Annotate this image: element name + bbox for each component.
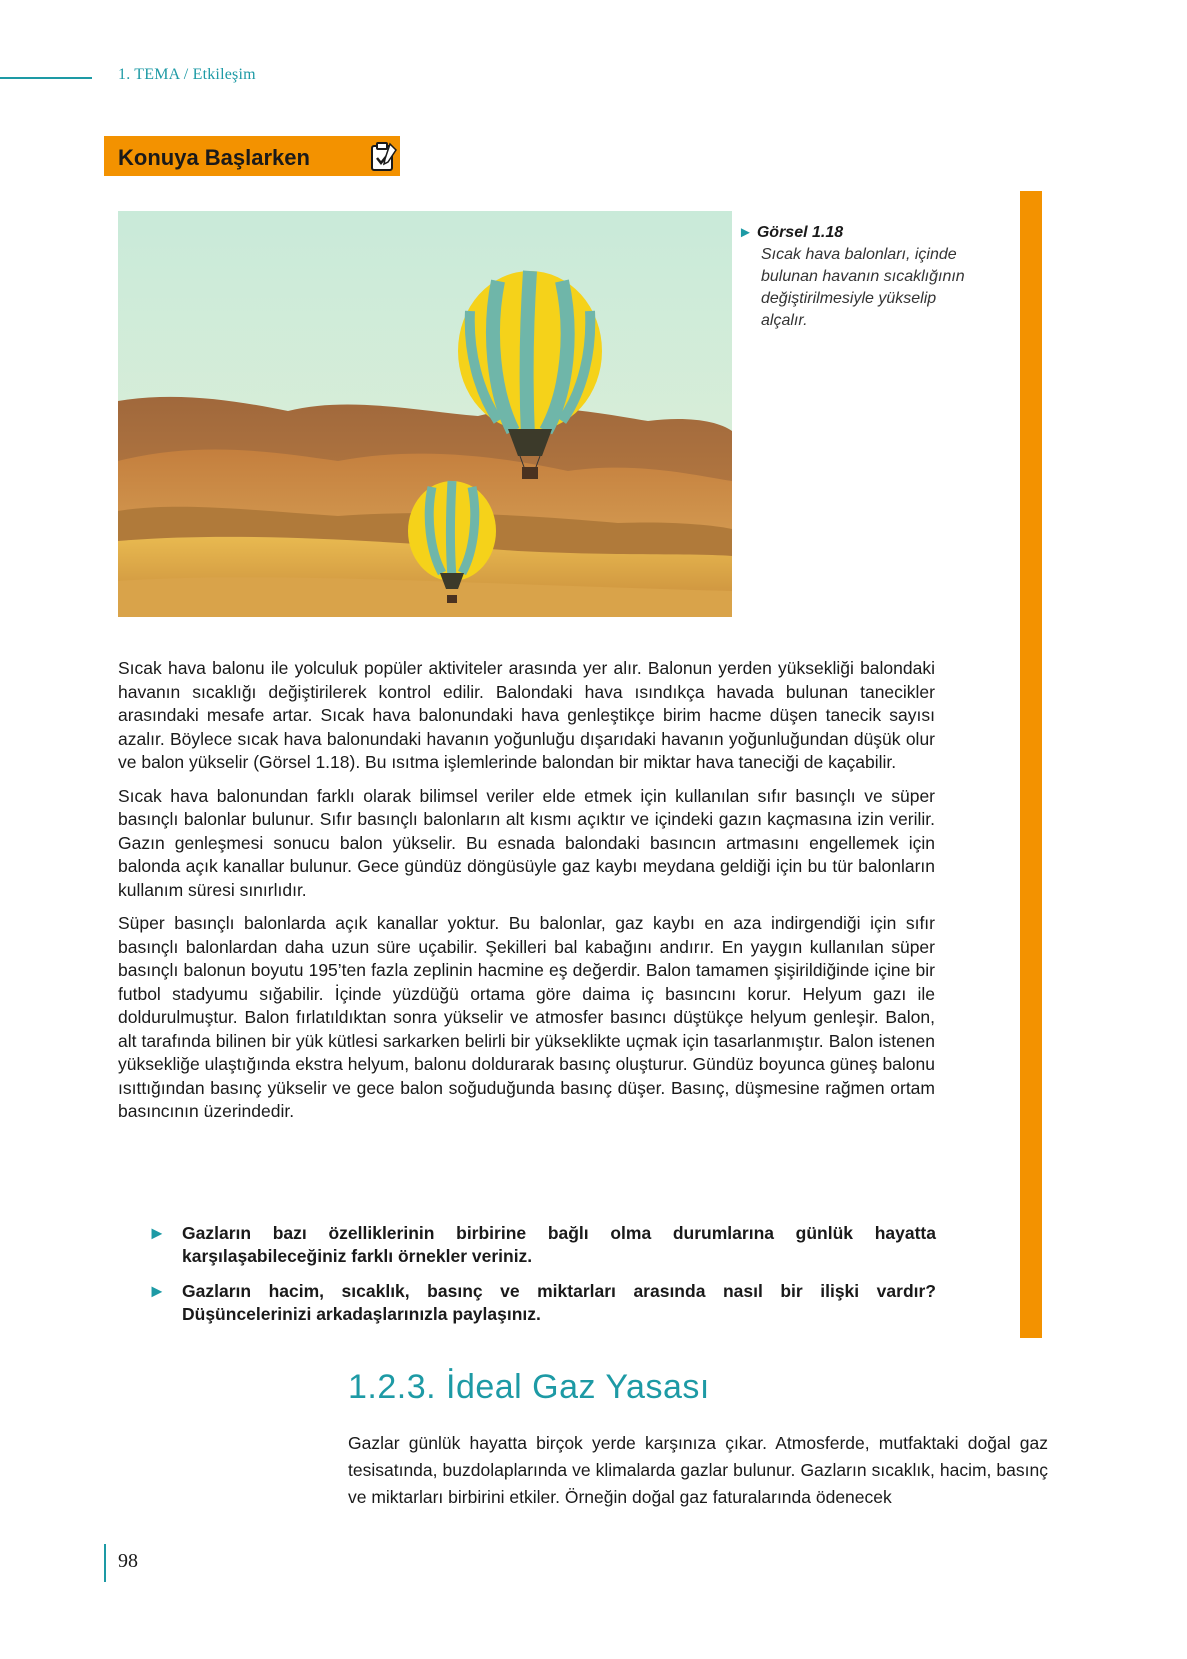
- clipboard-check-icon: [368, 140, 398, 172]
- banner-title: Konuya Başlarken: [118, 145, 310, 170]
- bullet-arrow-icon: ►: [148, 1281, 166, 1301]
- body-text: [118, 657, 935, 1134]
- chapter-header: 1. TEMA / Etkileşim: [118, 66, 256, 83]
- page-number-rule: [104, 1544, 106, 1582]
- question-item: [148, 1280, 936, 1326]
- header-rule: [0, 77, 92, 79]
- page-number: 98: [118, 1550, 138, 1572]
- question-text: Gazların hacim, sıcaklık, basınç ve miktarları arasında nasıl bir ilişki vardır? Düşüncelerinizi arkadaşlarınızla paylaşınız.: [182, 1281, 936, 1324]
- discussion-questions: [148, 1222, 936, 1338]
- side-accent-bar: [1020, 191, 1042, 1338]
- figure-label: Görsel 1.18: [756, 224, 844, 241]
- caption-arrow-icon: ►: [738, 224, 753, 241]
- question-text: Gazların bazı özelliklerinin birbirine bağlı olma durumlarına günlük hayatta karşılaşabileceğiniz farklı örnekler veriniz.: [182, 1223, 936, 1266]
- section-banner: [104, 136, 400, 176]
- bullet-arrow-icon: ►: [148, 1223, 166, 1243]
- paragraph: Sıcak hava balonu ile yolculuk popüler aktiviteler arasında yer alır. Balonun yerden yüksekliği balondaki havanın sıcaklığı değiştirilerek kontrol edilir. Balondaki hava ısındıkça havada bulunan tanecikler arasındaki mesafe artar. Sıcak hava balonundaki hava genleştikçe birim hacme düşen tanecik sayısı azalır. Böylece sıcak hava balonundaki havanın yoğunluğu dışarıdaki havanın yoğunluğundan düşük olur ve balon yükselir (Görsel 1.18). Bu ısıtma işlemlerinde balondan bir miktar hava taneciği de kaçabilir.: [118, 658, 935, 772]
- figure-caption-text: Sıcak hava balonları, içinde bulunan havanın sıcaklığının değiştirilmesiyle yükselip alçalır.: [761, 246, 965, 329]
- hot-air-balloon-photo: [118, 211, 732, 617]
- paragraph: Sıcak hava balonundan farklı olarak bilimsel veriler elde etmek için kullanılan sıfır basınçlı ve süper basınçlı balonlar bulunur. Sıfır basınçlı balonların alt kısmı açıktır ve içindeki gazın kaçmasına izin verilir. Gazın genleşmesi sonucu balon yükselir. Bu esnada balondaki basıncın artmasını engellemek için balonda açık kanallar bulunur. Gece gündüz döngüsüyle gaz kaybı meydana geldiği için bu tür balonların kullanım süresi sınırlıdır.: [118, 785, 935, 900]
- paragraph: Süper basınçlı balonlarda açık kanallar yoktur. Bu balonlar, gaz kaybı en aza indirgendiği için sıfır basınçlı balonlardan daha uzun süre uçabilir. Şekilleri bal kabağını andırır. En yaygın kullanılan süper basınçlı balonun boyutu 195’ten fazla zeplinin hacmine eş değerdir. Balon tamamen şişirildiğinde içine bir futbol stadyumu sığabilir. İçinde yüzdüğü ortama göre daima iç basıncını korur. Helyum gazı ile doldurulmuştur. Balon fırlatıldıktan sonra yükselir ve atmosfer basıncı düştükçe helyum genleşir. Balon, alt tarafında bilinen bir yük kütlesi sarkarken belirli bir yükseklikte uçmak için tasarlanmıştır. Balon istenen yüksekliğe ulaştığında ekstra helyum, balonu doldurarak basınç oluşturur. Gündüz boyunca güneş balonu ısıttığından basınç yükselir ve gece balon soğuduğunda basınç düşer. Basınç, düşmesine rağmen ortam basıncının üzerindedir.: [118, 913, 935, 1121]
- figure-caption: [738, 222, 988, 332]
- question-item: [148, 1222, 936, 1268]
- section-title: 1.2.3. İdeal Gaz Yasası: [348, 1368, 710, 1406]
- section-intro: Gazlar günlük hayatta birçok yerde karşınıza çıkar. Atmosferde, mutfaktaki doğal gaz tesisatında, buzdolaplarında ve klimalarda gazlar bulunur. Gazların sıcaklık, hacim, basınç ve miktarları birbirini etkiler. Örneğin doğal gaz faturalarında ödenecek: [348, 1433, 1048, 1507]
